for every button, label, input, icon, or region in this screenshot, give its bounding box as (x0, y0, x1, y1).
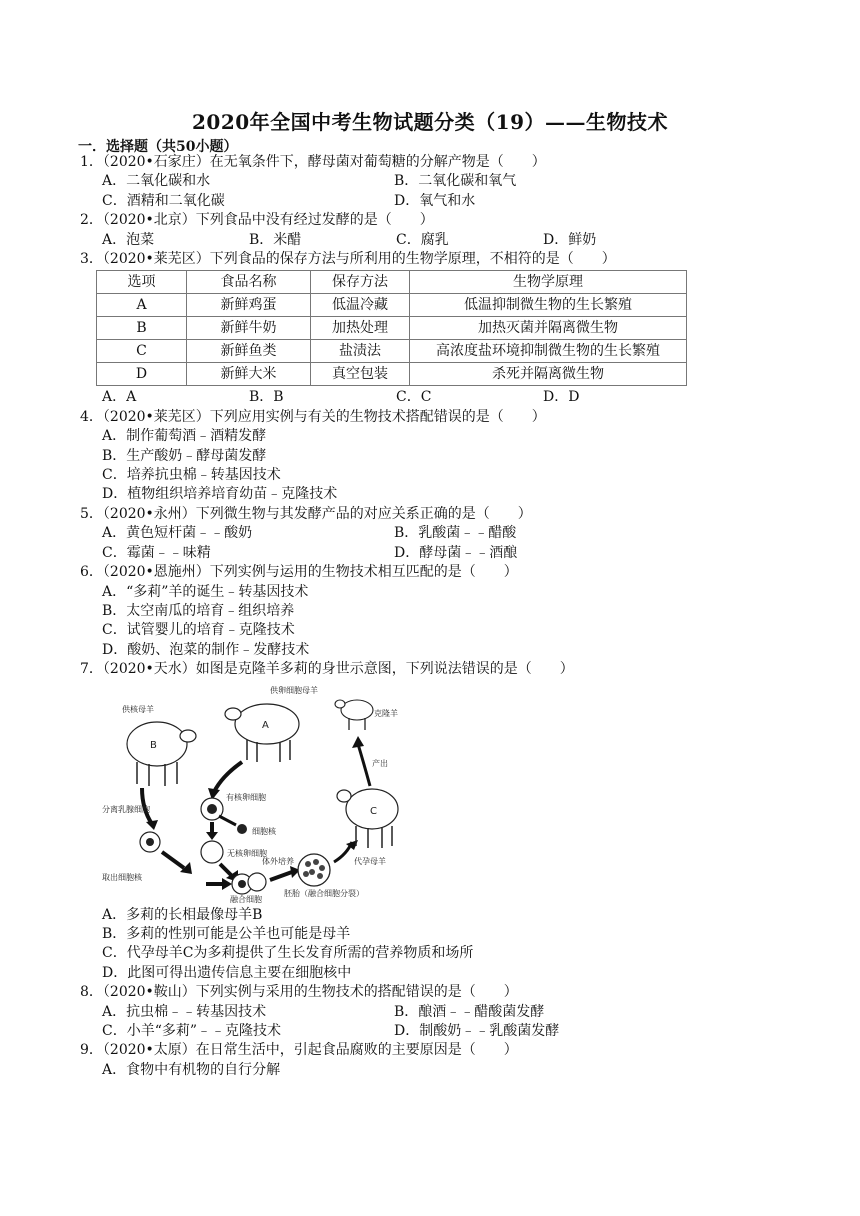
option-c[interactable]: C．代孕母羊C为多莉提供了生长发育所需的营养物质和场所 (102, 945, 474, 962)
table-header: 保存方法 (311, 271, 410, 294)
question-9-stem: 9．（2020•太原）在日常生活中，引起食品腐败的主要原因是（ ） (80, 1042, 518, 1059)
table-cell: A (97, 294, 187, 317)
table-cell: 盐渍法 (311, 340, 410, 363)
fused-cell-label: 融合细胞 (230, 894, 262, 904)
question-3-stem: 3．（2020•莱芜区）下列食品的保存方法与所利用的生物学原理，不相符的是（ ） (80, 251, 616, 268)
table-cell: B (97, 317, 187, 340)
option-b[interactable]: B．酿酒﹣﹣醋酸菌发酵 (394, 1003, 545, 1020)
embryo-label: 胚胎（融合细胞分裂） (284, 888, 364, 898)
option-d[interactable]: D．氧气和水 (394, 192, 476, 209)
table-row (97, 340, 687, 363)
sheep-c-icon (337, 789, 398, 848)
table-header: 生物学原理 (410, 271, 687, 294)
sheep-a-label: A (262, 719, 269, 731)
option-a[interactable]: A．多莉的长相最像母羊B (102, 906, 263, 923)
question-8-stem: 8．（2020•鞍山）下列实例与采用的生物技术的搭配错误的是（ ） (80, 984, 518, 1001)
option-a[interactable]: A．食物中有机物的自行分解 (102, 1061, 281, 1078)
option-d[interactable]: D．酵母菌﹣﹣酒酿 (394, 544, 518, 561)
question-2-stem: 2．（2020•北京）下列食品中没有经过发酵的是（ ） (80, 212, 434, 229)
option-d[interactable]: D．植物组织培养培育幼苗﹣克隆技术 (102, 486, 338, 503)
food-preservation-table (96, 270, 687, 386)
option-a[interactable]: A．制作葡萄酒﹣酒精发酵 (102, 428, 267, 445)
question-7-options (80, 906, 730, 984)
question-1-stem: 1．（2020•石家庄）在无氧条件下，酵母菌对葡萄糖的分解产物是（ ） (80, 154, 546, 170)
option-b[interactable]: B．米醋 (249, 231, 302, 248)
sheep-a-icon (225, 704, 299, 762)
table-cell: 新鲜鱼类 (187, 340, 311, 363)
option-d[interactable]: D．酸奶、泡菜的制作﹣发酵技术 (102, 641, 310, 658)
question-1-options (80, 172, 730, 211)
table-cell: D (97, 363, 187, 386)
option-d[interactable]: D．此图可得出遗传信息主要在细胞核中 (102, 964, 352, 981)
table-cell: 高浓度盐环境抑制微生物的生长繁殖 (410, 340, 687, 363)
table-header: 选项 (97, 271, 187, 294)
option-b[interactable]: B．多莉的性别可能是公羊也可能是母羊 (102, 925, 351, 942)
extract-nucleus-label: 取出细胞核 (102, 872, 142, 882)
table-cell: 低温冷藏 (311, 294, 410, 317)
cloning-diagram (102, 684, 412, 904)
table-header-row (97, 271, 687, 294)
option-b[interactable]: B．二氧化碳和氧气 (394, 173, 517, 190)
question-4-stem: 4．（2020•莱芜区）下列应用实例与有关的生物技术搭配错误的是（ ） (80, 408, 546, 425)
table-cell: 杀死并隔离微生物 (410, 363, 687, 386)
option-b[interactable]: B．太空南瓜的培育﹣组织培养 (102, 602, 295, 619)
table-row (97, 317, 687, 340)
document-title: 2020年全国中考生物试题分类（19）——生物技术 (192, 110, 668, 134)
cloned-sheep-icon (335, 700, 373, 730)
cloning-diagram-svg (102, 684, 412, 904)
table-header: 食品名称 (187, 271, 311, 294)
question-5-options (80, 524, 730, 563)
sheep-b-label: B (150, 739, 157, 751)
section-heading: 一．选择题（共50小题） (78, 139, 238, 155)
question-8-options (80, 1003, 730, 1042)
question-3-options (80, 388, 730, 407)
question-list (80, 153, 730, 1080)
question-6-options (80, 583, 730, 661)
table-cell: 新鲜鸡蛋 (187, 294, 311, 317)
sheep-c-label: C (370, 805, 377, 817)
question-7-stem: 7．（2020•天水）如图是克隆羊多莉的身世示意图，下列说法错误的是（ ） (80, 661, 574, 678)
table-cell: 加热灭菌并隔离微生物 (410, 317, 687, 340)
option-a[interactable]: A．A (102, 389, 137, 406)
option-b[interactable]: B．乳酸菌﹣﹣醋酸 (394, 525, 517, 542)
sheep-b-icon (127, 722, 196, 786)
option-b[interactable]: B．生产酸奶﹣酵母菌发酵 (102, 447, 267, 464)
question-6-stem: 6．（2020•恩施州）下列实例与运用的生物技术相互匹配的是（ ） (80, 564, 518, 581)
option-c[interactable]: C．小羊“多莉”﹣﹣克隆技术 (102, 1022, 282, 1039)
option-a[interactable]: A．抗虫棉﹣﹣转基因技术 (102, 1003, 267, 1020)
egg-donor-label: 供卵细胞母羊 (270, 685, 318, 695)
in-vitro-culture-label: 体外培养 (262, 856, 294, 866)
question-9-options (80, 1061, 730, 1080)
option-c[interactable]: C．霉菌﹣﹣味精 (102, 544, 211, 561)
option-d[interactable]: D．D (543, 389, 580, 406)
table-row (97, 294, 687, 317)
option-c[interactable]: C．培养抗虫棉﹣转基因技术 (102, 467, 281, 484)
table-cell: C (97, 340, 187, 363)
option-d[interactable]: D．制酸奶﹣﹣乳酸菌发酵 (394, 1022, 560, 1039)
mammary-cell-label: 分离乳腺细胞 (102, 804, 150, 814)
table-cell: 真空包装 (311, 363, 410, 386)
question-4-options (80, 427, 730, 505)
option-a[interactable]: A．泡菜 (102, 231, 155, 248)
cloned-sheep-label: 克隆羊 (374, 708, 398, 718)
option-d[interactable]: D．鲜奶 (543, 231, 597, 248)
table-cell: 新鲜牛奶 (187, 317, 311, 340)
option-c[interactable]: C．C (396, 389, 432, 406)
question-2-options (80, 231, 730, 250)
nucleated-egg-label: 有核卵细胞 (226, 792, 266, 802)
option-c[interactable]: C．腐乳 (396, 231, 449, 248)
option-b[interactable]: B．B (249, 389, 284, 406)
option-c[interactable]: C．试管婴儿的培育﹣克隆技术 (102, 622, 295, 639)
nucleus-label: 细胞核 (252, 826, 276, 836)
question-5-stem: 5．（2020•永州）下列微生物与其发酵产品的对应关系正确的是（ ） (80, 505, 532, 522)
table-row (97, 363, 687, 386)
option-a[interactable]: A．二氧化碳和水 (102, 173, 211, 190)
table-cell: 加热处理 (311, 317, 410, 340)
birth-label: 产出 (372, 758, 388, 768)
option-c[interactable]: C．酒精和二氧化碳 (102, 192, 225, 209)
table-cell: 新鲜大米 (187, 363, 311, 386)
surrogate-label: 代孕母羊 (354, 856, 386, 866)
option-a[interactable]: A．“多莉”羊的诞生﹣转基因技术 (102, 583, 309, 600)
nucleus-donor-label: 供核母羊 (122, 704, 154, 714)
enucleated-egg-label: 无核卵细胞 (227, 848, 267, 858)
option-a[interactable]: A．黄色短杆菌﹣﹣酸奶 (102, 525, 253, 542)
table-cell: 低温抑制微生物的生长繁殖 (410, 294, 687, 317)
